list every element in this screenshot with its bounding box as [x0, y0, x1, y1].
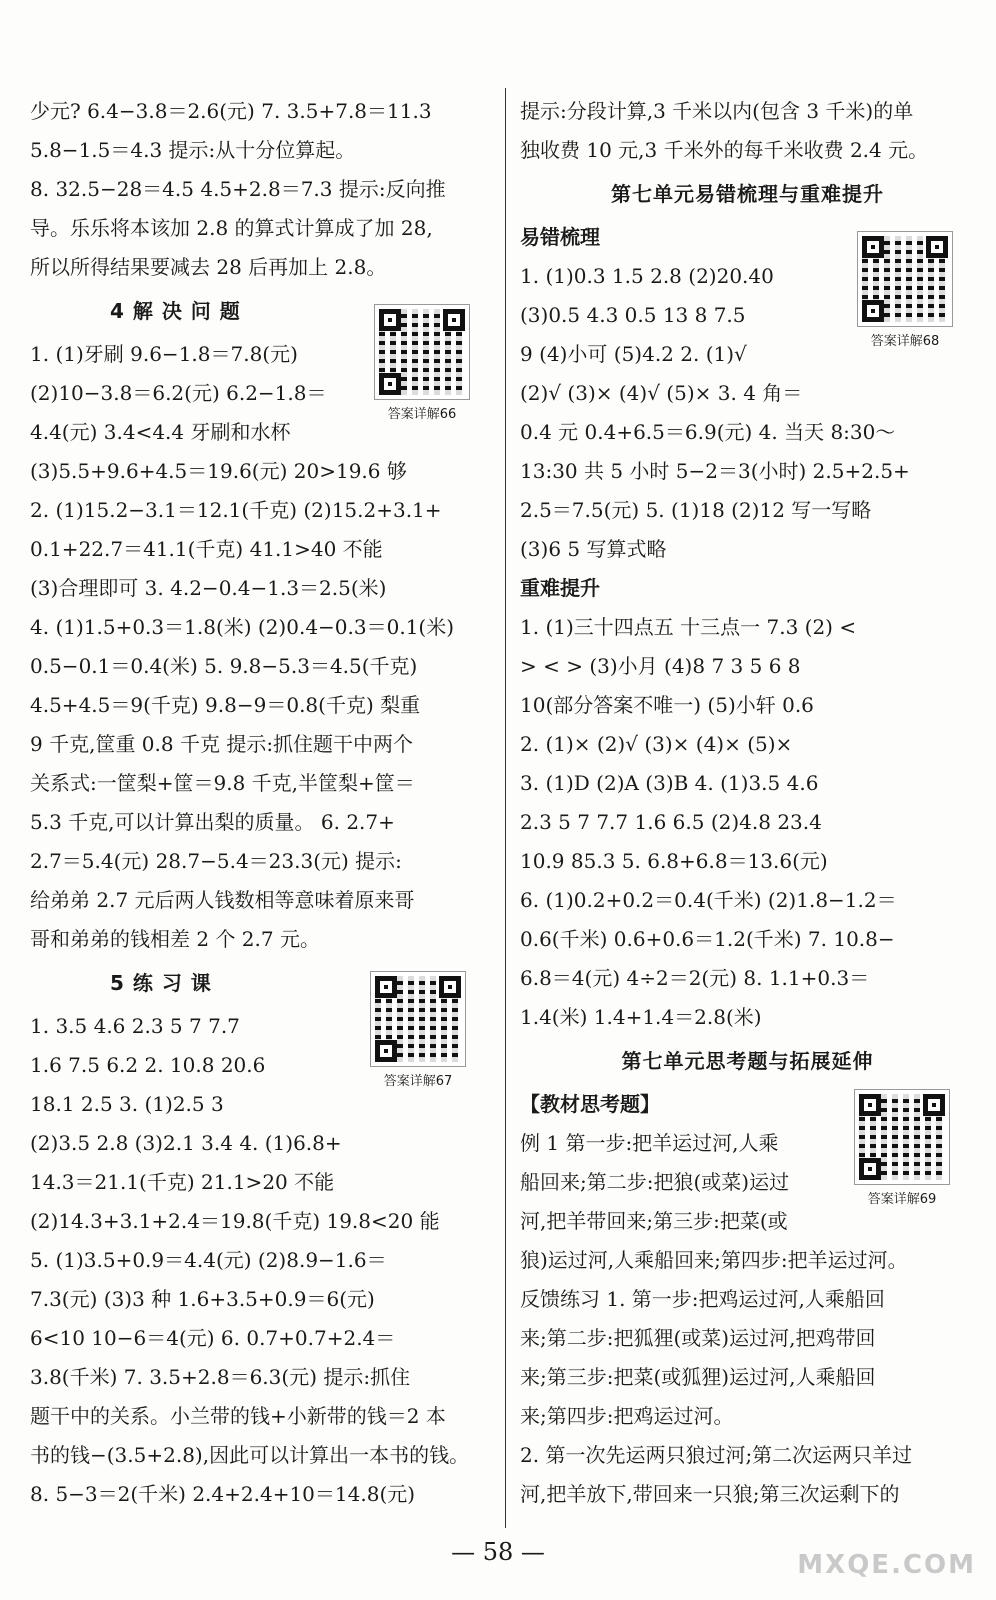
text-line: 2. (1)× (2)√ (3)× (4)× (5)×: [520, 732, 793, 756]
text-line: 4. (1)1.5+0.3＝1.8(米) (2)0.4−0.3＝0.1(米): [30, 615, 455, 639]
text-line: 6. (1)0.2+0.2＝0.4(千米) (2)1.8−1.2＝: [520, 888, 897, 912]
text-line: 0.6(千米) 0.6+0.6＝1.2(千米) 7. 10.8−: [520, 927, 895, 951]
text-line: 6.8＝4(元) 4÷2＝2(元) 8. 1.1+0.3＝: [520, 966, 870, 990]
section-title: 第七单元思考题与拓展延伸: [621, 1049, 874, 1073]
text-line: (2)10−3.8＝6.2(元) 6.2−1.8＝: [30, 381, 327, 405]
qr-caption: 答案详解68: [870, 334, 940, 349]
text-line: 7.3(元) (3)3 种 1.6+3.5+0.9＝6(元): [30, 1287, 375, 1311]
text-line: 0.5−0.1＝0.4(米) 5. 9.8−5.3＝4.5(千克): [30, 654, 418, 678]
text-line: 狼)运过河,人乘船回来;第四步:把羊运过河。: [520, 1248, 908, 1272]
text-line: 书的钱−(3.5+2.8),因此可以计算出一本书的钱。: [30, 1443, 470, 1467]
text-line: (3)0.5 4.3 0.5 13 8 7.5: [520, 303, 746, 327]
qr-code-answer-66[interactable]: [372, 305, 472, 422]
text-line: 13:30 共 5 小时 5−2＝3(小时) 2.5+2.5+: [520, 459, 910, 483]
text-line: 提示:分段计算,3 千米以内(包含 3 千米)的单: [520, 99, 914, 123]
section-title: 4 解 决 问 题: [110, 299, 241, 323]
qr-caption: 答案详解66: [387, 407, 457, 422]
text-line: 0.4 元 0.4+6.5＝6.9(元) 4. 当天 8:30～: [520, 420, 896, 444]
text-line: 例 1 第一步:把羊运过河,人乘: [520, 1131, 779, 1155]
text-line: 5. (1)3.5+0.9＝4.4(元) (2)8.9−1.6＝: [30, 1248, 387, 1272]
subsection-heading: 【教材思考题】: [520, 1092, 660, 1116]
text-line: 少元? 6.4−3.8＝2.6(元) 7. 3.5+7.8＝11.3: [30, 99, 432, 123]
text-line: 独收费 10 元,3 千米外的每千米收费 2.4 元。: [520, 138, 929, 162]
text-line: 4.4(元) 3.4<4.4 牙刷和水杯: [30, 420, 291, 444]
text-line: 3.8(千米) 7. 3.5+2.8＝6.3(元) 提示:抓住: [30, 1365, 411, 1389]
text-line: 4.5+4.5＝9(千克) 9.8−9＝0.8(千克) 梨重: [30, 693, 421, 717]
qr-code-icon: [375, 305, 469, 399]
watermark: MXQE.COM: [797, 1550, 976, 1580]
qr-code-icon: [855, 1090, 949, 1184]
section-title: 5 练 习 课: [110, 971, 212, 995]
text-line: (3)5.5+9.6+4.5＝19.6(元) 20>19.6 够: [30, 459, 407, 483]
text-line: 9 千克,筐重 0.8 千克 提示:抓住题干中两个: [30, 732, 414, 756]
text-line: 18.1 2.5 3. (1)2.5 3: [30, 1092, 224, 1116]
text-line: 8. 32.5−28＝4.5 4.5+2.8＝7.3 提示:反向推: [30, 177, 446, 201]
qr-code-icon: [371, 972, 465, 1066]
text-line: 3. (1)D (2)A (3)B 4. (1)3.5 4.6: [520, 771, 819, 795]
text-line: 给弟弟 2.7 元后两人钱数相等意味着原来哥: [30, 888, 415, 912]
text-line: 来;第三步:把菜(或狐狸)运过河,人乘船回: [520, 1365, 876, 1389]
text-line: (3)6 5 写算式略: [520, 537, 667, 561]
text-line: 导。乐乐将本该加 2.8 的算式计算成了加 28,: [30, 216, 433, 240]
text-line: 2.3 5 7 7.7 1.6 6.5 (2)4.8 23.4: [520, 810, 822, 834]
text-line: 10(部分答案不唯一) (5)小轩 0.6: [520, 693, 814, 717]
text-line: 1. (1)三十四点五 十三点一 7.3 (2) <: [520, 615, 857, 639]
qr-code-answer-67[interactable]: [368, 972, 468, 1089]
qr-code-icon: [858, 232, 952, 326]
text-line: 14.3＝21.1(千克) 21.1>20 不能: [30, 1170, 335, 1194]
subsection-heading: 易错梳理: [520, 225, 600, 249]
subsection-heading: 重难提升: [520, 576, 600, 600]
text-line: 5.8−1.5＝4.3 提示:从十分位算起。: [30, 138, 356, 162]
text-line: 2. 第一次先运两只狼过河;第二次运两只羊过: [520, 1443, 913, 1467]
text-line: 题干中的关系。小兰带的钱+小新带的钱＝2 本: [30, 1404, 446, 1428]
text-line: 5.3 千克,可以计算出梨的质量。 6. 2.7+: [30, 810, 395, 834]
text-line: 哥和弟弟的钱相差 2 个 2.7 元。: [30, 927, 320, 951]
qr-caption: 答案详解69: [867, 1192, 937, 1207]
text-line: 8. 5−3＝2(千米) 2.4+2.4+10＝14.8(元): [30, 1482, 416, 1506]
text-line: 河,把羊放下,带回来一只狼;第三次运剩下的: [520, 1482, 900, 1506]
text-line: 10.9 85.3 5. 6.8+6.8＝13.6(元): [520, 849, 828, 873]
text-line: 来;第二步:把狐狸(或菜)运过河,把鸡带回: [520, 1326, 876, 1350]
text-line: (2)3.5 2.8 (3)2.1 3.4 4. (1)6.8+: [30, 1131, 342, 1155]
text-line: 反馈练习 1. 第一步:把鸡运过河,人乘船回: [520, 1287, 885, 1311]
qr-code-answer-68[interactable]: [855, 232, 955, 349]
text-line: (3)合理即可 3. 4.2−0.4−1.3＝2.5(米): [30, 576, 387, 600]
text-line: 2.7＝5.4(元) 28.7−5.4＝23.3(元) 提示:: [30, 849, 402, 873]
text-line: (2)√ (3)× (4)√ (5)× 3. 4 角＝: [520, 381, 803, 405]
text-line: 1. (1)牙刷 9.6−1.8＝7.8(元): [30, 342, 298, 366]
text-line: 1.4(米) 1.4+1.4＝2.8(米): [520, 1005, 762, 1029]
text-line: 所以所得结果要减去 28 后再加上 2.8。: [30, 255, 387, 279]
text-line: 河,把羊带回来;第三步:把菜(或: [520, 1209, 788, 1233]
text-line: 9 (4)小可 (5)4.2 2. (1)√: [520, 342, 747, 366]
text-line: 6<10 10−6＝4(元) 6. 0.7+0.7+2.4＝: [30, 1326, 396, 1350]
text-line: 1.6 7.5 6.2 2. 10.8 20.6: [30, 1053, 266, 1077]
text-line: 来;第四步:把鸡运过河。: [520, 1404, 734, 1428]
text-line: 1. (1)0.3 1.5 2.8 (2)20.40: [520, 264, 774, 288]
text-line: 2. (1)15.2−3.1＝12.1(千克) (2)15.2+3.1+: [30, 498, 442, 522]
column-divider: [505, 88, 506, 1528]
page-number: — 58 —: [451, 1538, 545, 1566]
text-line: (2)14.3+3.1+2.4＝19.8(千克) 19.8<20 能: [30, 1209, 440, 1233]
qr-caption: 答案详解67: [383, 1074, 453, 1089]
text-line: 2.5＝7.5(元) 5. (1)18 (2)12 写一写略: [520, 498, 872, 522]
text-line: 0.1+22.7＝41.1(千克) 41.1>40 不能: [30, 537, 383, 561]
section-title: 第七单元易错梳理与重难提升: [611, 182, 884, 206]
qr-code-answer-69[interactable]: [852, 1090, 952, 1207]
text-line: 船回来;第二步:把狼(或菜)运过: [520, 1170, 790, 1194]
text-line: > < > (3)小月 (4)8 7 3 5 6 8: [520, 654, 801, 678]
text-line: 1. 3.5 4.6 2.3 5 7 7.7: [30, 1014, 240, 1038]
text-line: 关系式:一筐梨+筐＝9.8 千克,半筐梨+筐＝: [30, 771, 415, 795]
